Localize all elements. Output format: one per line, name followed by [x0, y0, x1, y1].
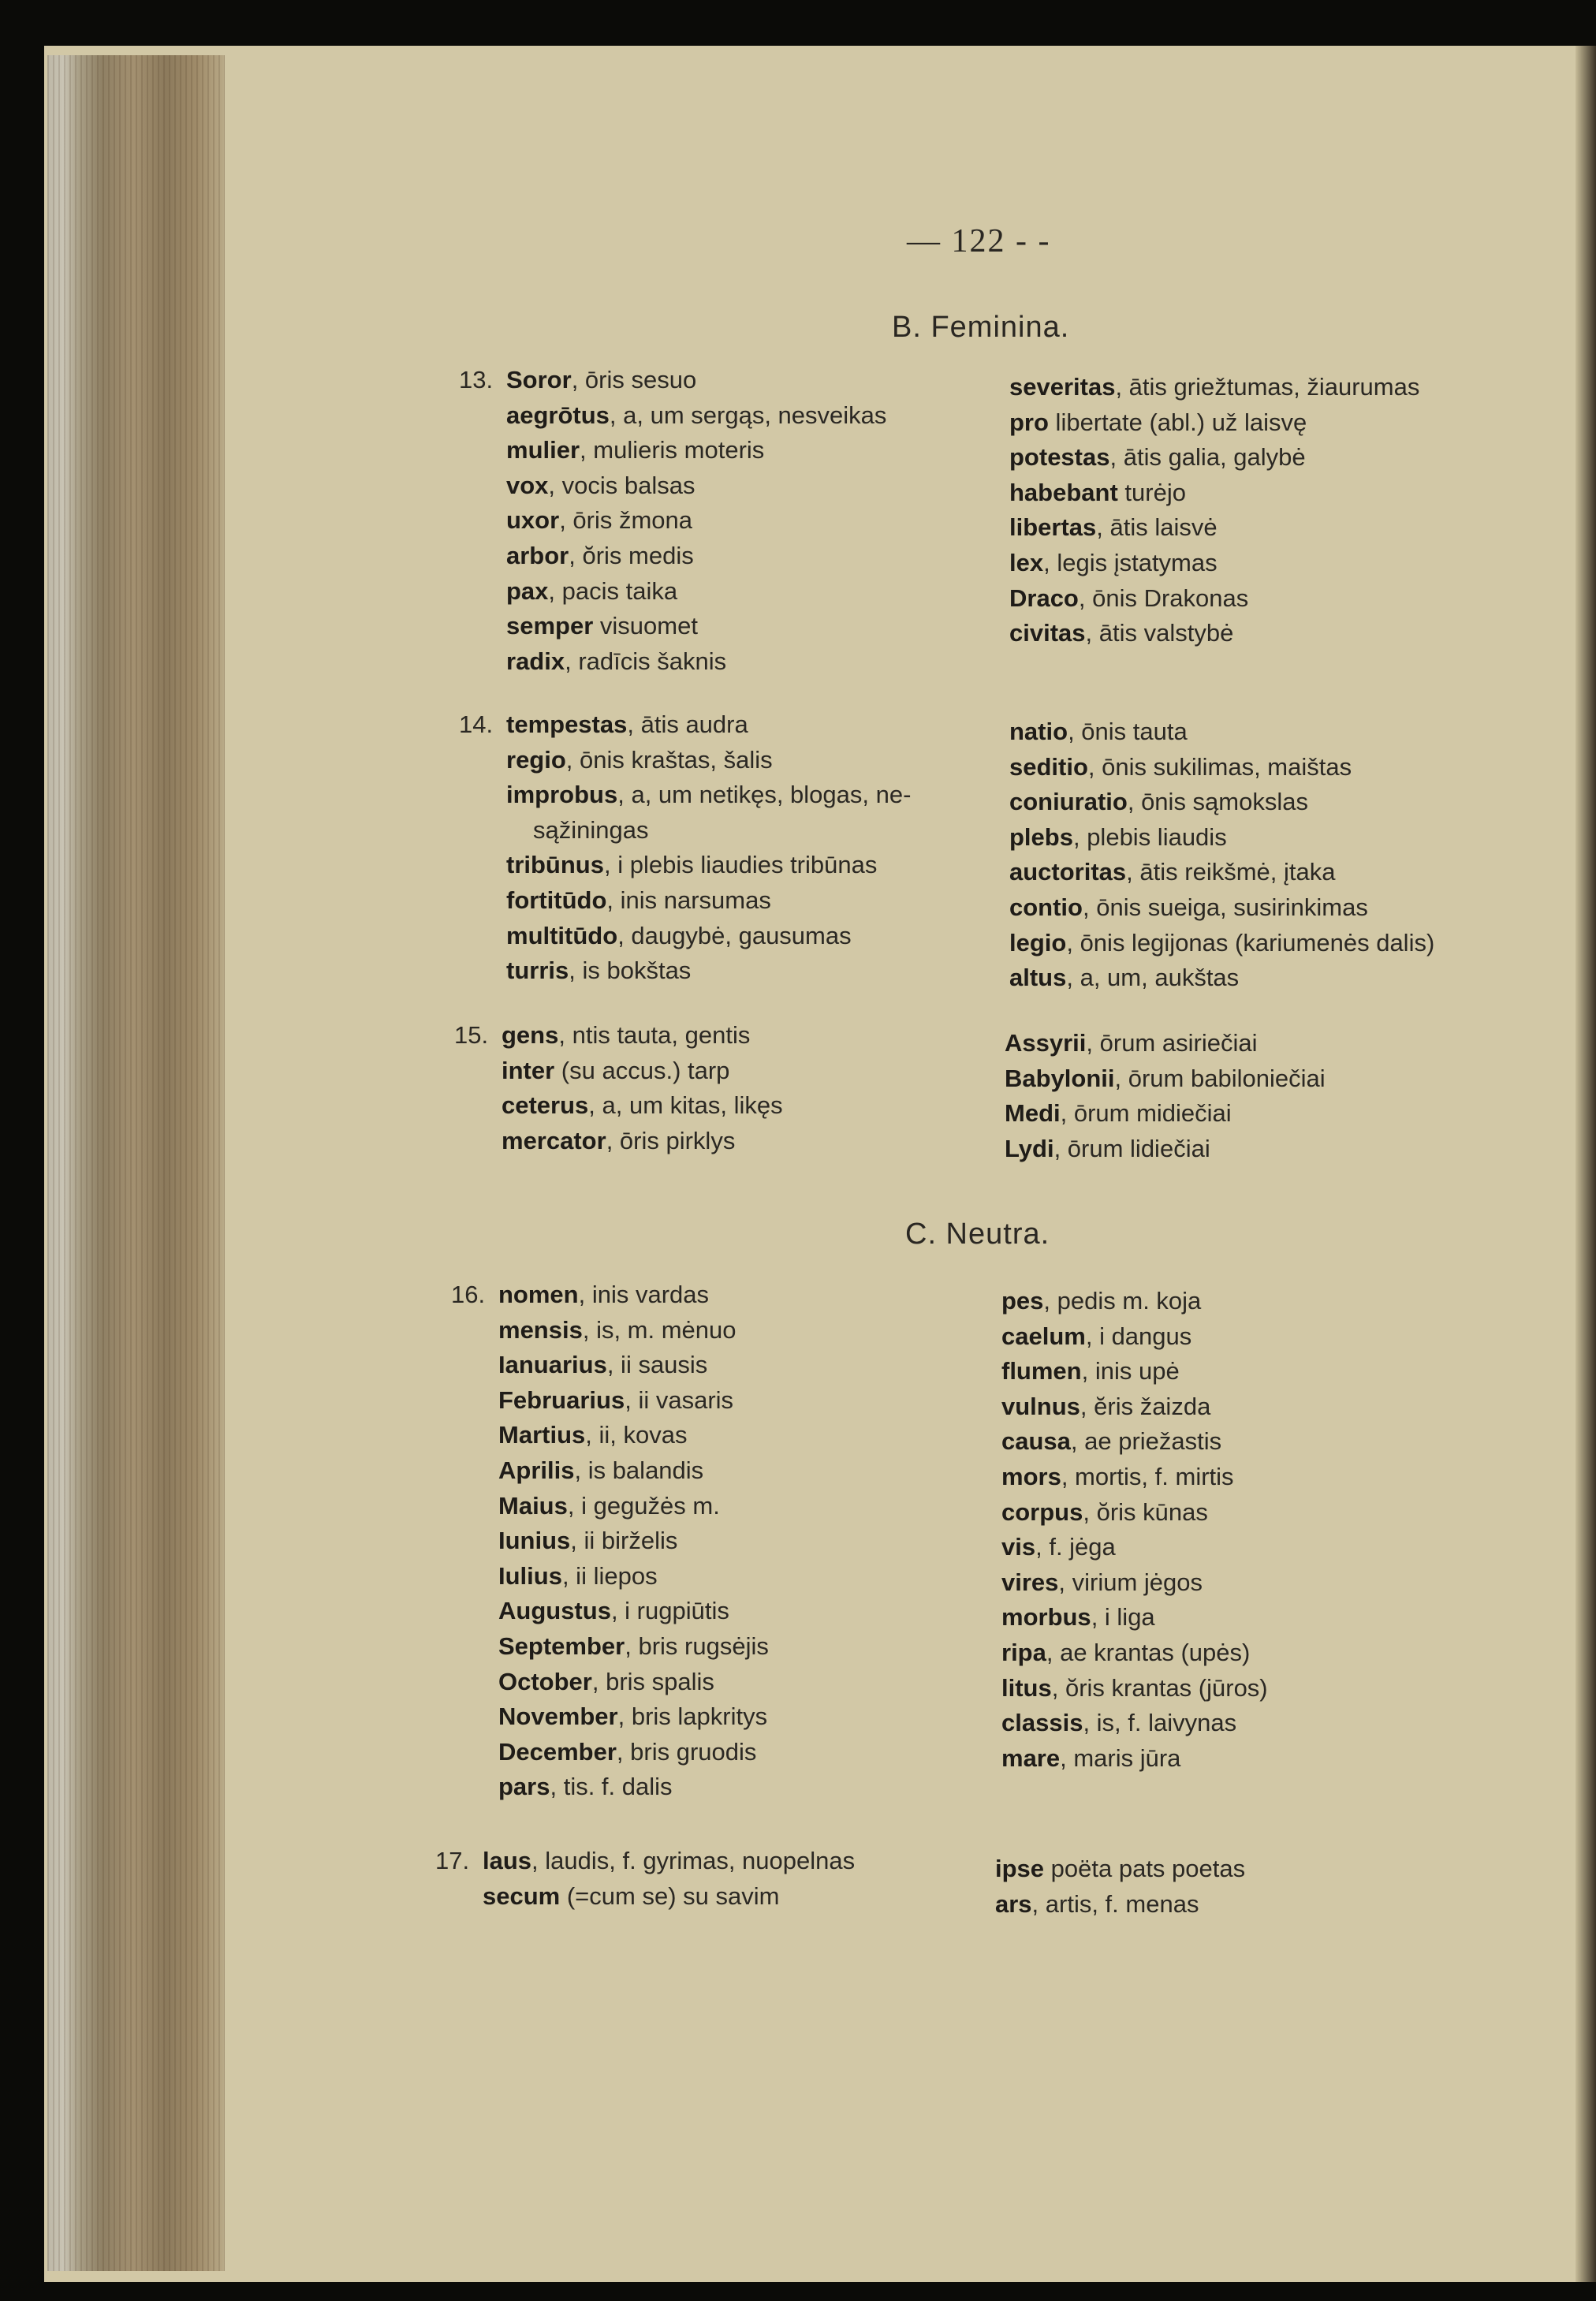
- translation: , a, um netikęs, blogas, ne-: [617, 781, 912, 809]
- vocab-entry: [498, 1313, 769, 1348]
- vocab-column-left: [451, 1277, 769, 1805]
- latin-headword: secum: [483, 1881, 561, 1910]
- latin-headword: caelum: [1001, 1322, 1086, 1350]
- latin-headword: semper: [506, 612, 594, 640]
- translation: , ōnis kraštas, šalis: [565, 745, 773, 774]
- translation: , pacis taika: [548, 576, 678, 605]
- vocab-entry: [506, 743, 911, 778]
- translation: , plebis liaudis: [1072, 822, 1227, 851]
- translation: , ōnis tauta: [1068, 718, 1188, 745]
- vocab-entry: [1001, 1635, 1268, 1671]
- vocab-entry: [1001, 1565, 1268, 1601]
- translation: , vocis balsas: [548, 471, 695, 499]
- vocab-entry: [1001, 1424, 1268, 1460]
- vocab-entry: [498, 1559, 769, 1594]
- vocab-entry: [995, 1852, 1245, 1887]
- vocab-entry: [506, 778, 911, 813]
- translation: , ae priežastis: [1070, 1427, 1222, 1456]
- latin-headword: ceterus: [502, 1091, 589, 1120]
- translation: , i liga: [1091, 1603, 1155, 1632]
- translation: , inis upė: [1081, 1357, 1180, 1385]
- translation: , is balandis: [574, 1456, 704, 1484]
- latin-headword: turris: [506, 957, 569, 985]
- vocab-entry: [498, 1735, 769, 1770]
- vocab-entry: [454, 1018, 783, 1054]
- vocab-entry: [1001, 1354, 1268, 1389]
- translation: turėjo: [1117, 478, 1186, 506]
- latin-headword: arbor: [506, 541, 569, 569]
- latin-headword: seditio: [1009, 752, 1088, 781]
- latin-headword: October: [498, 1667, 592, 1695]
- vocab-entry: [1009, 405, 1419, 441]
- translation: libertate (abl.) už laisvę: [1048, 408, 1307, 436]
- latin-headword: auctoritas: [1009, 858, 1127, 886]
- latin-headword: radix: [506, 647, 565, 675]
- latin-headword: September: [498, 1632, 625, 1660]
- latin-headword: Soror: [506, 366, 572, 393]
- translation: , f. jėga: [1035, 1533, 1116, 1561]
- translation: , ōrum lidiečiai: [1053, 1134, 1210, 1162]
- latin-headword: tempestas: [506, 710, 628, 738]
- vocab-entry: [1005, 1026, 1326, 1061]
- vocab-entry: [1005, 1061, 1326, 1097]
- latin-headword: civitas: [1009, 619, 1086, 647]
- latin-headword: Ianuarius: [498, 1351, 607, 1379]
- vocab-column-right: [995, 1852, 1245, 1922]
- latin-headword: flumen: [1001, 1357, 1082, 1385]
- translation: , ātis audra: [627, 710, 748, 738]
- vocab-entry: [1009, 475, 1419, 511]
- vocab-entry: [506, 574, 886, 610]
- translation: , ŏris kūnas: [1083, 1497, 1208, 1526]
- vocab-entry: [1001, 1495, 1268, 1531]
- vocab-entry: [1009, 370, 1419, 405]
- latin-headword: vis: [1001, 1533, 1036, 1561]
- vocab-entry: [498, 1629, 769, 1665]
- vocab-entry: [451, 1277, 769, 1313]
- vocab-entry: [1001, 1284, 1268, 1319]
- latin-headword: December: [498, 1737, 617, 1766]
- vocab-entry: [1001, 1706, 1268, 1741]
- translation: , ii birželis: [570, 1527, 678, 1555]
- vocab-entry: [1001, 1530, 1268, 1565]
- vocab-entry: [506, 848, 911, 883]
- translation: , radīcis šaknis: [565, 647, 727, 675]
- latin-headword: pars: [498, 1773, 550, 1801]
- translation: , a, um, aukštas: [1066, 964, 1240, 992]
- translation: , bris spalis: [591, 1667, 714, 1695]
- vocab-entry: [506, 503, 886, 539]
- translation: , laudis, f. gyrimas, nuopelnas: [531, 1847, 856, 1874]
- vocab-entry: [1001, 1671, 1268, 1706]
- translation: , ātis griežtumas, žiaurumas: [1115, 373, 1420, 401]
- translation: (su accus.) tarp: [554, 1056, 730, 1084]
- latin-headword: coniuratio: [1009, 788, 1128, 816]
- latin-headword: vox: [506, 471, 549, 499]
- latin-headword: ripa: [1001, 1638, 1046, 1666]
- translation: , ātis valstybė: [1085, 619, 1234, 647]
- translation: , ōrum asiriečiai: [1086, 1029, 1258, 1057]
- vocab-entry: [1001, 1741, 1268, 1777]
- vocab-entry: [498, 1594, 769, 1629]
- translation: , i rugpiūtis: [610, 1597, 729, 1625]
- latin-headword: uxor: [506, 506, 560, 535]
- vocab-entry: [502, 1124, 783, 1159]
- vocab-column-right: [1009, 370, 1419, 651]
- vocab-entry: [1009, 440, 1419, 475]
- vocab-entry: [498, 1770, 769, 1805]
- latin-headword: Maius: [498, 1491, 568, 1520]
- vocab-entry: [1009, 855, 1434, 890]
- vocab-entry: [506, 609, 886, 644]
- latin-headword: regio: [506, 745, 566, 774]
- vocab-entry: [1001, 1460, 1268, 1495]
- translation: , daugybė, gausumas: [617, 921, 852, 949]
- vocab-column-left: [459, 363, 887, 679]
- section-heading-feminina: B. Feminina.: [892, 311, 1070, 344]
- translation: , inis vardas: [578, 1281, 710, 1308]
- translation: , is, m. mėnuo: [582, 1315, 736, 1344]
- latin-headword: Augustus: [498, 1597, 611, 1625]
- translation: , ōris žmona: [559, 506, 693, 535]
- vocab-entry: [1009, 581, 1419, 617]
- vocab-entry: [502, 1054, 783, 1089]
- translation: , ōnis sukilimas, maištas: [1087, 752, 1352, 781]
- translation: , inis narsumas: [606, 886, 771, 914]
- latin-headword: mulier: [506, 436, 580, 464]
- latin-headword: contio: [1009, 893, 1083, 921]
- vocab-entry: [498, 1523, 769, 1559]
- translation: , ii vasaris: [625, 1385, 734, 1414]
- latin-headword: corpus: [1001, 1497, 1083, 1526]
- vocab-entry: [459, 363, 886, 398]
- vocab-entry: [459, 707, 911, 743]
- section-number: 13.: [459, 366, 494, 393]
- vocab-entry: [1009, 750, 1434, 785]
- latin-headword: fortitūdo: [506, 886, 607, 914]
- vocab-entry: [1009, 926, 1434, 961]
- vocab-entry: [1001, 1600, 1268, 1635]
- vocab-column-left: [459, 707, 912, 989]
- latin-headword: mercator: [502, 1126, 606, 1154]
- latin-headword: natio: [1009, 718, 1068, 745]
- translation: , mortis, f. mirtis: [1061, 1462, 1234, 1490]
- translation: , ātis galia, galybė: [1109, 443, 1306, 472]
- translation: , i gegužės m.: [567, 1491, 720, 1520]
- latin-headword: vires: [1001, 1568, 1059, 1596]
- vocab-entry: [498, 1348, 769, 1383]
- translation: , ōris sesuo: [571, 366, 697, 393]
- translation: , ōnis legijonas (kariumenės dalis): [1066, 928, 1435, 957]
- vocab-entry: [1005, 1132, 1326, 1167]
- page-stack-edge: [47, 55, 225, 2271]
- latin-headword: lex: [1009, 548, 1044, 576]
- vocab-entry-continuation: sąžiningas: [533, 815, 649, 844]
- latin-headword: Assyrii: [1005, 1029, 1087, 1057]
- vocab-entry: [995, 1887, 1245, 1922]
- latin-headword: morbus: [1001, 1603, 1091, 1632]
- translation: , legis įstatymas: [1043, 548, 1218, 576]
- latin-headword: potestas: [1009, 443, 1110, 472]
- vocab-entry: [498, 1453, 769, 1489]
- translation: , ntis tauta, gentis: [558, 1021, 751, 1049]
- vocab-entry: [1001, 1389, 1268, 1425]
- latin-headword: ars: [995, 1889, 1032, 1918]
- latin-headword: inter: [502, 1056, 555, 1084]
- translation: , ōrum babiloniečiai: [1114, 1064, 1326, 1092]
- vocab-entry: [1001, 1319, 1268, 1355]
- latin-headword: multitūdo: [506, 921, 618, 949]
- section-heading-neutra: C. Neutra.: [905, 1218, 1050, 1251]
- latin-headword: plebs: [1009, 822, 1073, 851]
- vocab-entry: [498, 1665, 769, 1700]
- vocab-entry: [435, 1844, 856, 1879]
- vocab-entry: [498, 1699, 769, 1735]
- latin-headword: Babylonii: [1005, 1064, 1115, 1092]
- vocab-entry: [1009, 616, 1419, 651]
- vocab-entry: [1009, 546, 1419, 581]
- latin-headword: tribūnus: [506, 851, 604, 879]
- latin-headword: aegrōtus: [506, 401, 610, 429]
- translation: , ii liepos: [561, 1561, 658, 1590]
- vocab-entry: [506, 644, 886, 680]
- translation: , ōris pirklys: [606, 1126, 736, 1154]
- vocab-entry: [1009, 960, 1434, 996]
- vocab-entry: [498, 1383, 769, 1419]
- vocab-entry: [1009, 890, 1434, 926]
- latin-headword: vulnus: [1001, 1392, 1080, 1420]
- vocab-entry: [506, 919, 911, 954]
- translation: , maris jūra: [1060, 1743, 1181, 1772]
- latin-headword: Iunius: [498, 1527, 571, 1555]
- translation: poëta pats poetas: [1044, 1855, 1246, 1882]
- latin-headword: altus: [1009, 964, 1067, 992]
- translation: , ōrum midiečiai: [1060, 1099, 1232, 1128]
- translation: visuomet: [593, 612, 698, 640]
- latin-headword: Medi: [1005, 1099, 1061, 1128]
- translation: , ōnis Drakonas: [1078, 584, 1249, 612]
- translation: , bris rugsėjis: [625, 1632, 769, 1660]
- translation: , ŏris krantas (jūros): [1051, 1673, 1268, 1702]
- translation: , i dangus: [1085, 1322, 1192, 1350]
- translation: , i plebis liaudies tribūnas: [604, 851, 878, 879]
- latin-headword: laus: [483, 1847, 532, 1874]
- vocab-entry: [506, 468, 886, 504]
- translation: , a, um kitas, likęs: [588, 1091, 783, 1120]
- vocab-column-right: [1005, 1026, 1326, 1166]
- translation: , ātis laisvė: [1096, 513, 1218, 542]
- translation: (=cum se) su savim: [560, 1881, 780, 1910]
- latin-headword: legio: [1009, 928, 1067, 957]
- latin-headword: pax: [506, 576, 549, 605]
- section-number: 15.: [454, 1021, 489, 1049]
- latin-headword: gens: [502, 1021, 559, 1049]
- vocab-entry: [1009, 510, 1419, 546]
- vocab-entry: [506, 953, 911, 989]
- vocab-column-right: [1009, 714, 1434, 996]
- latin-headword: nomen: [498, 1281, 579, 1308]
- latin-headword: Aprilis: [498, 1456, 575, 1484]
- page-right-edge: [1575, 46, 1596, 2282]
- translation: , ii sausis: [606, 1351, 708, 1379]
- translation: , ōnis sąmokslas: [1127, 788, 1308, 816]
- translation: , ātis reikšmė, įtaka: [1126, 858, 1336, 886]
- translation: , artis, f. menas: [1031, 1889, 1199, 1918]
- latin-headword: November: [498, 1702, 618, 1731]
- latin-headword: libertas: [1009, 513, 1097, 542]
- translation: , ĕris žaizda: [1080, 1392, 1211, 1420]
- page-number: — 122 - -: [907, 223, 1051, 259]
- latin-headword: Iulius: [498, 1561, 562, 1590]
- vocab-entry: [1009, 785, 1434, 820]
- latin-headword: pro: [1009, 408, 1049, 436]
- translation: , ae krantas (upės): [1046, 1638, 1251, 1666]
- latin-headword: mare: [1001, 1743, 1061, 1772]
- latin-headword: Lydi: [1005, 1134, 1054, 1162]
- translation: , a, um sergąs, nesveikas: [609, 401, 887, 429]
- translation: , is bokštas: [569, 957, 692, 985]
- latin-headword: Martius: [498, 1421, 586, 1449]
- latin-headword: Februarius: [498, 1385, 625, 1414]
- latin-headword: classis: [1001, 1709, 1083, 1737]
- vocab-entry: [498, 1418, 769, 1453]
- latin-headword: mensis: [498, 1315, 583, 1344]
- latin-headword: severitas: [1009, 373, 1116, 401]
- vocab-entry: [506, 433, 886, 468]
- vocab-column-left: [435, 1844, 856, 1914]
- translation: , bris lapkritys: [617, 1702, 768, 1731]
- vocab-entry: [502, 1088, 783, 1124]
- latin-headword: pes: [1001, 1287, 1044, 1315]
- translation: , virium jėgos: [1058, 1568, 1203, 1596]
- translation: , tis. f. dalis: [550, 1773, 673, 1801]
- latin-headword: ipse: [995, 1855, 1045, 1882]
- section-number: 14.: [459, 710, 494, 738]
- vocab-entry: [1005, 1096, 1326, 1132]
- section-number: 16.: [451, 1281, 486, 1308]
- translation: , pedis m. koja: [1043, 1287, 1202, 1315]
- section-number: 17.: [435, 1847, 470, 1874]
- latin-headword: causa: [1001, 1427, 1071, 1456]
- latin-headword: Draco: [1009, 584, 1079, 612]
- latin-headword: improbus: [506, 781, 618, 809]
- vocab-entry: [1009, 820, 1434, 856]
- latin-headword: habebant: [1009, 478, 1118, 506]
- vocab-entry: [506, 539, 886, 574]
- vocab-entry: [506, 398, 886, 434]
- translation: , mulieris moteris: [580, 436, 765, 464]
- vocab-entry: [498, 1489, 769, 1524]
- translation: , ŏris medis: [569, 541, 694, 569]
- vocab-column-left: [454, 1018, 783, 1158]
- translation: , ōnis sueiga, susirinkimas: [1083, 893, 1368, 921]
- vocab-column-right: [1001, 1284, 1268, 1776]
- translation: , bris gruodis: [616, 1737, 757, 1766]
- translation: , is, f. laivynas: [1083, 1709, 1237, 1737]
- vocab-entry: [483, 1879, 855, 1915]
- vocab-entry: [506, 883, 911, 919]
- vocab-entry: [1009, 714, 1434, 750]
- latin-headword: mors: [1001, 1462, 1061, 1490]
- translation: , ii, kovas: [585, 1421, 688, 1449]
- latin-headword: litus: [1001, 1673, 1052, 1702]
